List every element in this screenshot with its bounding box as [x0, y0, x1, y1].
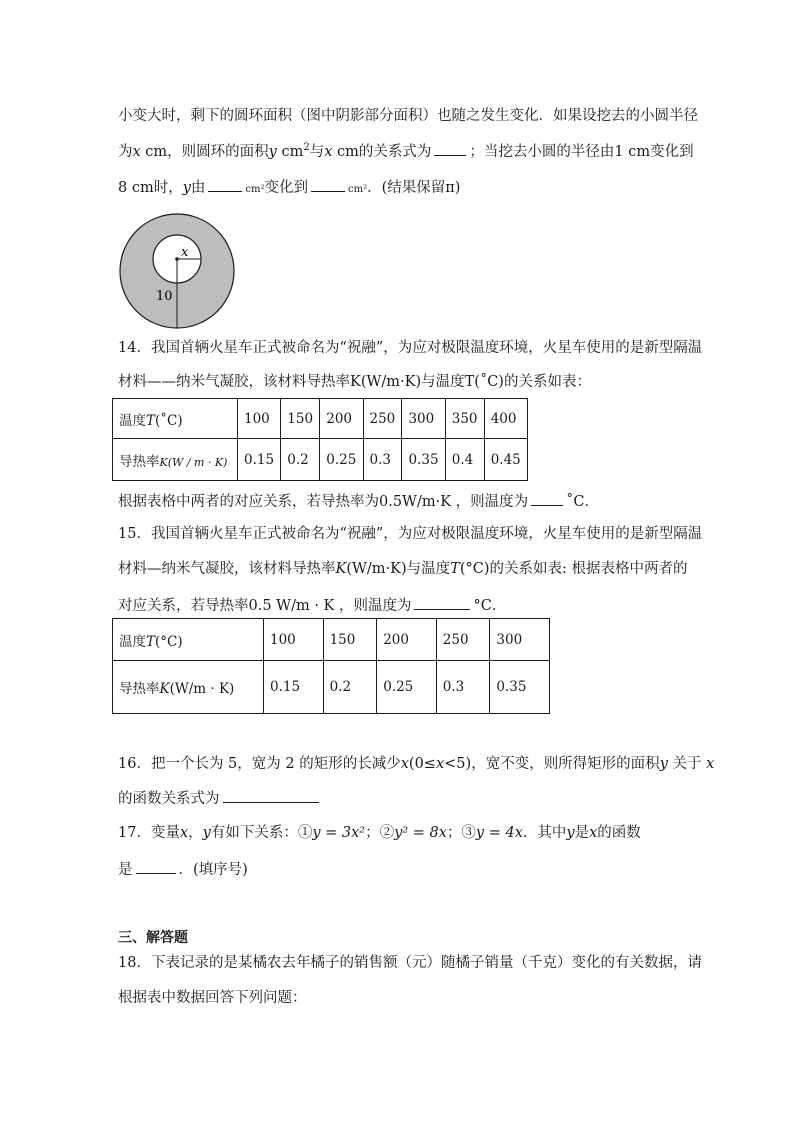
q14-text-1: 14．我国首辆火星车正式被命名为“祝融”，为应对极限温度环境，火星车使用的是新型隔温: [118, 340, 703, 356]
table-cell: 0.4: [445, 439, 484, 481]
q13-text-2d: 与: [309, 144, 325, 160]
q14-line-2: [118, 370, 591, 391]
q17-text-2b: ．(填序号): [178, 862, 248, 878]
var-t: T: [450, 561, 460, 577]
q13-line-3: [118, 176, 460, 197]
label-x: x: [181, 245, 189, 260]
ring-figure: [118, 212, 236, 334]
q17-line-2: [118, 858, 248, 879]
equation-3: y = 4x: [475, 825, 523, 841]
table-cell: 100: [238, 399, 281, 439]
q18-line-2: [118, 986, 307, 1007]
cell-label: 温度: [119, 412, 146, 429]
table-cell: 0.15: [264, 661, 324, 714]
q16-text-1b: (0≤: [408, 756, 436, 772]
equation-2: y² = 8x: [394, 825, 447, 841]
cell-unit: K(W / m · K): [159, 455, 228, 469]
cell-label: 温度: [119, 633, 146, 650]
var-y: y: [566, 825, 575, 841]
answer-blank[interactable]: [208, 177, 242, 192]
q13-text-3d: ．(结果保留π): [367, 180, 461, 196]
var-y: y: [182, 180, 191, 196]
label-10: 10: [156, 289, 173, 304]
var-x: x: [400, 756, 409, 772]
q16-text-1c: <5)，宽不变，则所得矩形的面积: [444, 756, 660, 772]
var-x: x: [589, 825, 598, 841]
answer-blank[interactable]: [136, 859, 176, 874]
q16-text-1d: 关于: [672, 756, 702, 772]
q17-text-1f: 的函数: [597, 825, 641, 841]
var-x: x: [179, 825, 189, 841]
var-k: K: [159, 681, 170, 697]
cell-unit: (W/m · K): [169, 681, 235, 697]
var-k: K: [335, 561, 347, 577]
table-cell: 0.25: [377, 661, 437, 714]
table-cell: 0.45: [484, 439, 527, 481]
q17-text-2a: 是: [118, 862, 133, 878]
q14-line-3: [118, 490, 599, 511]
var-y: y: [268, 144, 277, 160]
table-cell: 0.25: [320, 439, 363, 481]
table-row: [113, 399, 528, 439]
q15-text-2b: (W/m·K)与温度: [346, 561, 451, 577]
q17-text-1a: 17．变量: [118, 825, 180, 841]
q15-text-3a: 对应关系，若导热率0.5 W/m · K ，则温度为: [118, 598, 412, 614]
row-header-conductivity: [113, 439, 238, 481]
unit-cm2: cm²: [245, 184, 265, 195]
q18-line-1: [118, 951, 702, 972]
table-cell: 250: [363, 399, 402, 439]
table-cell: 150: [323, 619, 377, 661]
answer-blank[interactable]: [414, 595, 470, 610]
var-x: x: [132, 144, 141, 160]
answer-blank[interactable]: [223, 788, 319, 803]
separator: ；: [365, 825, 380, 841]
option-1-marker: ①: [297, 825, 313, 841]
row-header-temperature: [113, 619, 264, 661]
q15-line-3: [118, 594, 506, 615]
cell-label: 导热率: [119, 453, 160, 470]
table-cell: 0.35: [490, 661, 550, 714]
q15-text-3b: °C．: [473, 598, 507, 614]
table-cell: 150: [281, 399, 320, 439]
q13-text-3c: 变化到: [264, 180, 309, 196]
var-x: x: [324, 144, 333, 160]
cell-unit: (°C): [155, 633, 183, 650]
table-cell: 0.3: [363, 439, 402, 481]
table-cell: 0.2: [323, 661, 377, 714]
equation-1: y = 3x²: [312, 825, 366, 841]
answer-blank[interactable]: [311, 177, 345, 192]
table-row: [113, 619, 550, 661]
q15-table: [112, 618, 550, 714]
q16-line-2: [118, 787, 322, 808]
q17-text-1c: 有如下关系：: [210, 825, 298, 841]
q14-table: [112, 398, 528, 481]
q17-text-1d: ．其中: [522, 825, 567, 841]
var-t: T: [146, 633, 156, 650]
unit-cm2: cm²: [348, 184, 368, 195]
table-cell: 0.2: [281, 439, 320, 481]
center-point: [175, 257, 179, 261]
unit-sup: 2: [303, 142, 310, 154]
table-row: [113, 661, 550, 714]
q18-text-2: 根据表中数据回答下列问题：: [118, 990, 307, 1006]
q14-text-3b: ˚C．: [566, 494, 600, 510]
q13-text-3a: 8 cm时，: [118, 180, 183, 196]
q13-text-2f: ；当挖去小圆的半径由1 cm变化到: [469, 144, 694, 160]
q13-text-3b: 由: [190, 180, 206, 196]
q13-text-2b: cm，则圆环的面积: [145, 144, 269, 160]
var-x: x: [706, 756, 715, 772]
table-cell: 200: [377, 619, 437, 661]
q16-line-1: [118, 752, 714, 773]
q15-text-1: 15．我国首辆火星车正式被命名为“祝融”，为应对极限温度环境，火星车使用的是新型隔温: [118, 526, 703, 542]
q13-text-1: 小变大时，剩下的圆环面积（图中阴影部分面积）也随之发生变化．如果设挖去的小圆半径: [118, 108, 698, 124]
q14-text-3a: 根据表格中两者的对应关系，若导热率为0.5W/m·K ，则温度为: [118, 494, 529, 510]
table-cell: 100: [264, 619, 324, 661]
option-2-marker: ②: [379, 825, 395, 841]
q16-text-2: 的函数关系式为: [118, 791, 220, 807]
var-y: y: [659, 756, 668, 772]
q17-text-1b: ，: [188, 825, 203, 841]
q17-line-1: [118, 821, 641, 842]
q15-text-2a: 材料—纳米气凝胶，该材料导热率: [118, 561, 336, 577]
section-heading: 三、解答题: [118, 930, 188, 946]
table-cell: 350: [445, 399, 484, 439]
table-cell: 400: [484, 399, 527, 439]
ring-diagram: [118, 212, 236, 330]
q17-text-1e: 是: [574, 825, 590, 841]
answer-blank[interactable]: [434, 141, 466, 156]
table-cell: 300: [490, 619, 550, 661]
q15-text-2c: (°C)的关系如表: 根据表格中两者的: [459, 561, 688, 577]
table-cell: 0.3: [436, 661, 490, 714]
table-cell: 250: [436, 619, 490, 661]
table-cell: 0.15: [238, 439, 281, 481]
q14-line-1: [118, 336, 702, 357]
var-y: y: [202, 825, 211, 841]
var-x: x: [435, 756, 445, 772]
row-header-temperature: [113, 399, 238, 439]
q13-text-2e: cm的关系式为: [337, 144, 432, 160]
table-cell: 300: [402, 399, 445, 439]
cell-label: 导热率: [119, 681, 160, 697]
option-3-marker: ③: [461, 825, 476, 841]
q13-text-2a: 为: [118, 144, 133, 160]
table-cell: 200: [320, 399, 363, 439]
var-t: T: [146, 412, 156, 429]
q18-text-1: 18．下表记录的是某橘农去年橘子的销售额（元）随橘子销量（千克）变化的有关数据，请: [118, 955, 702, 971]
unit-cm: cm: [281, 144, 304, 160]
answer-blank[interactable]: [531, 491, 563, 506]
table-cell: 0.35: [402, 439, 445, 481]
q16-text-1a: 16．把一个长为 5，宽为 2 的矩形的长减少: [118, 756, 401, 772]
q13-line-2: [118, 140, 694, 161]
cell-unit: (˚C): [155, 412, 183, 429]
q13-line-1: [118, 104, 698, 125]
row-header-conductivity: [113, 661, 264, 714]
table-row: [113, 439, 528, 481]
q14-text-2: 材料——纳米气凝胶，该材料导热率K(W/m·K)与温度T(˚C)的关系如表：: [118, 374, 591, 390]
separator: ；: [446, 825, 462, 841]
q15-line-1: [118, 522, 702, 543]
q15-line-2: [118, 557, 687, 578]
